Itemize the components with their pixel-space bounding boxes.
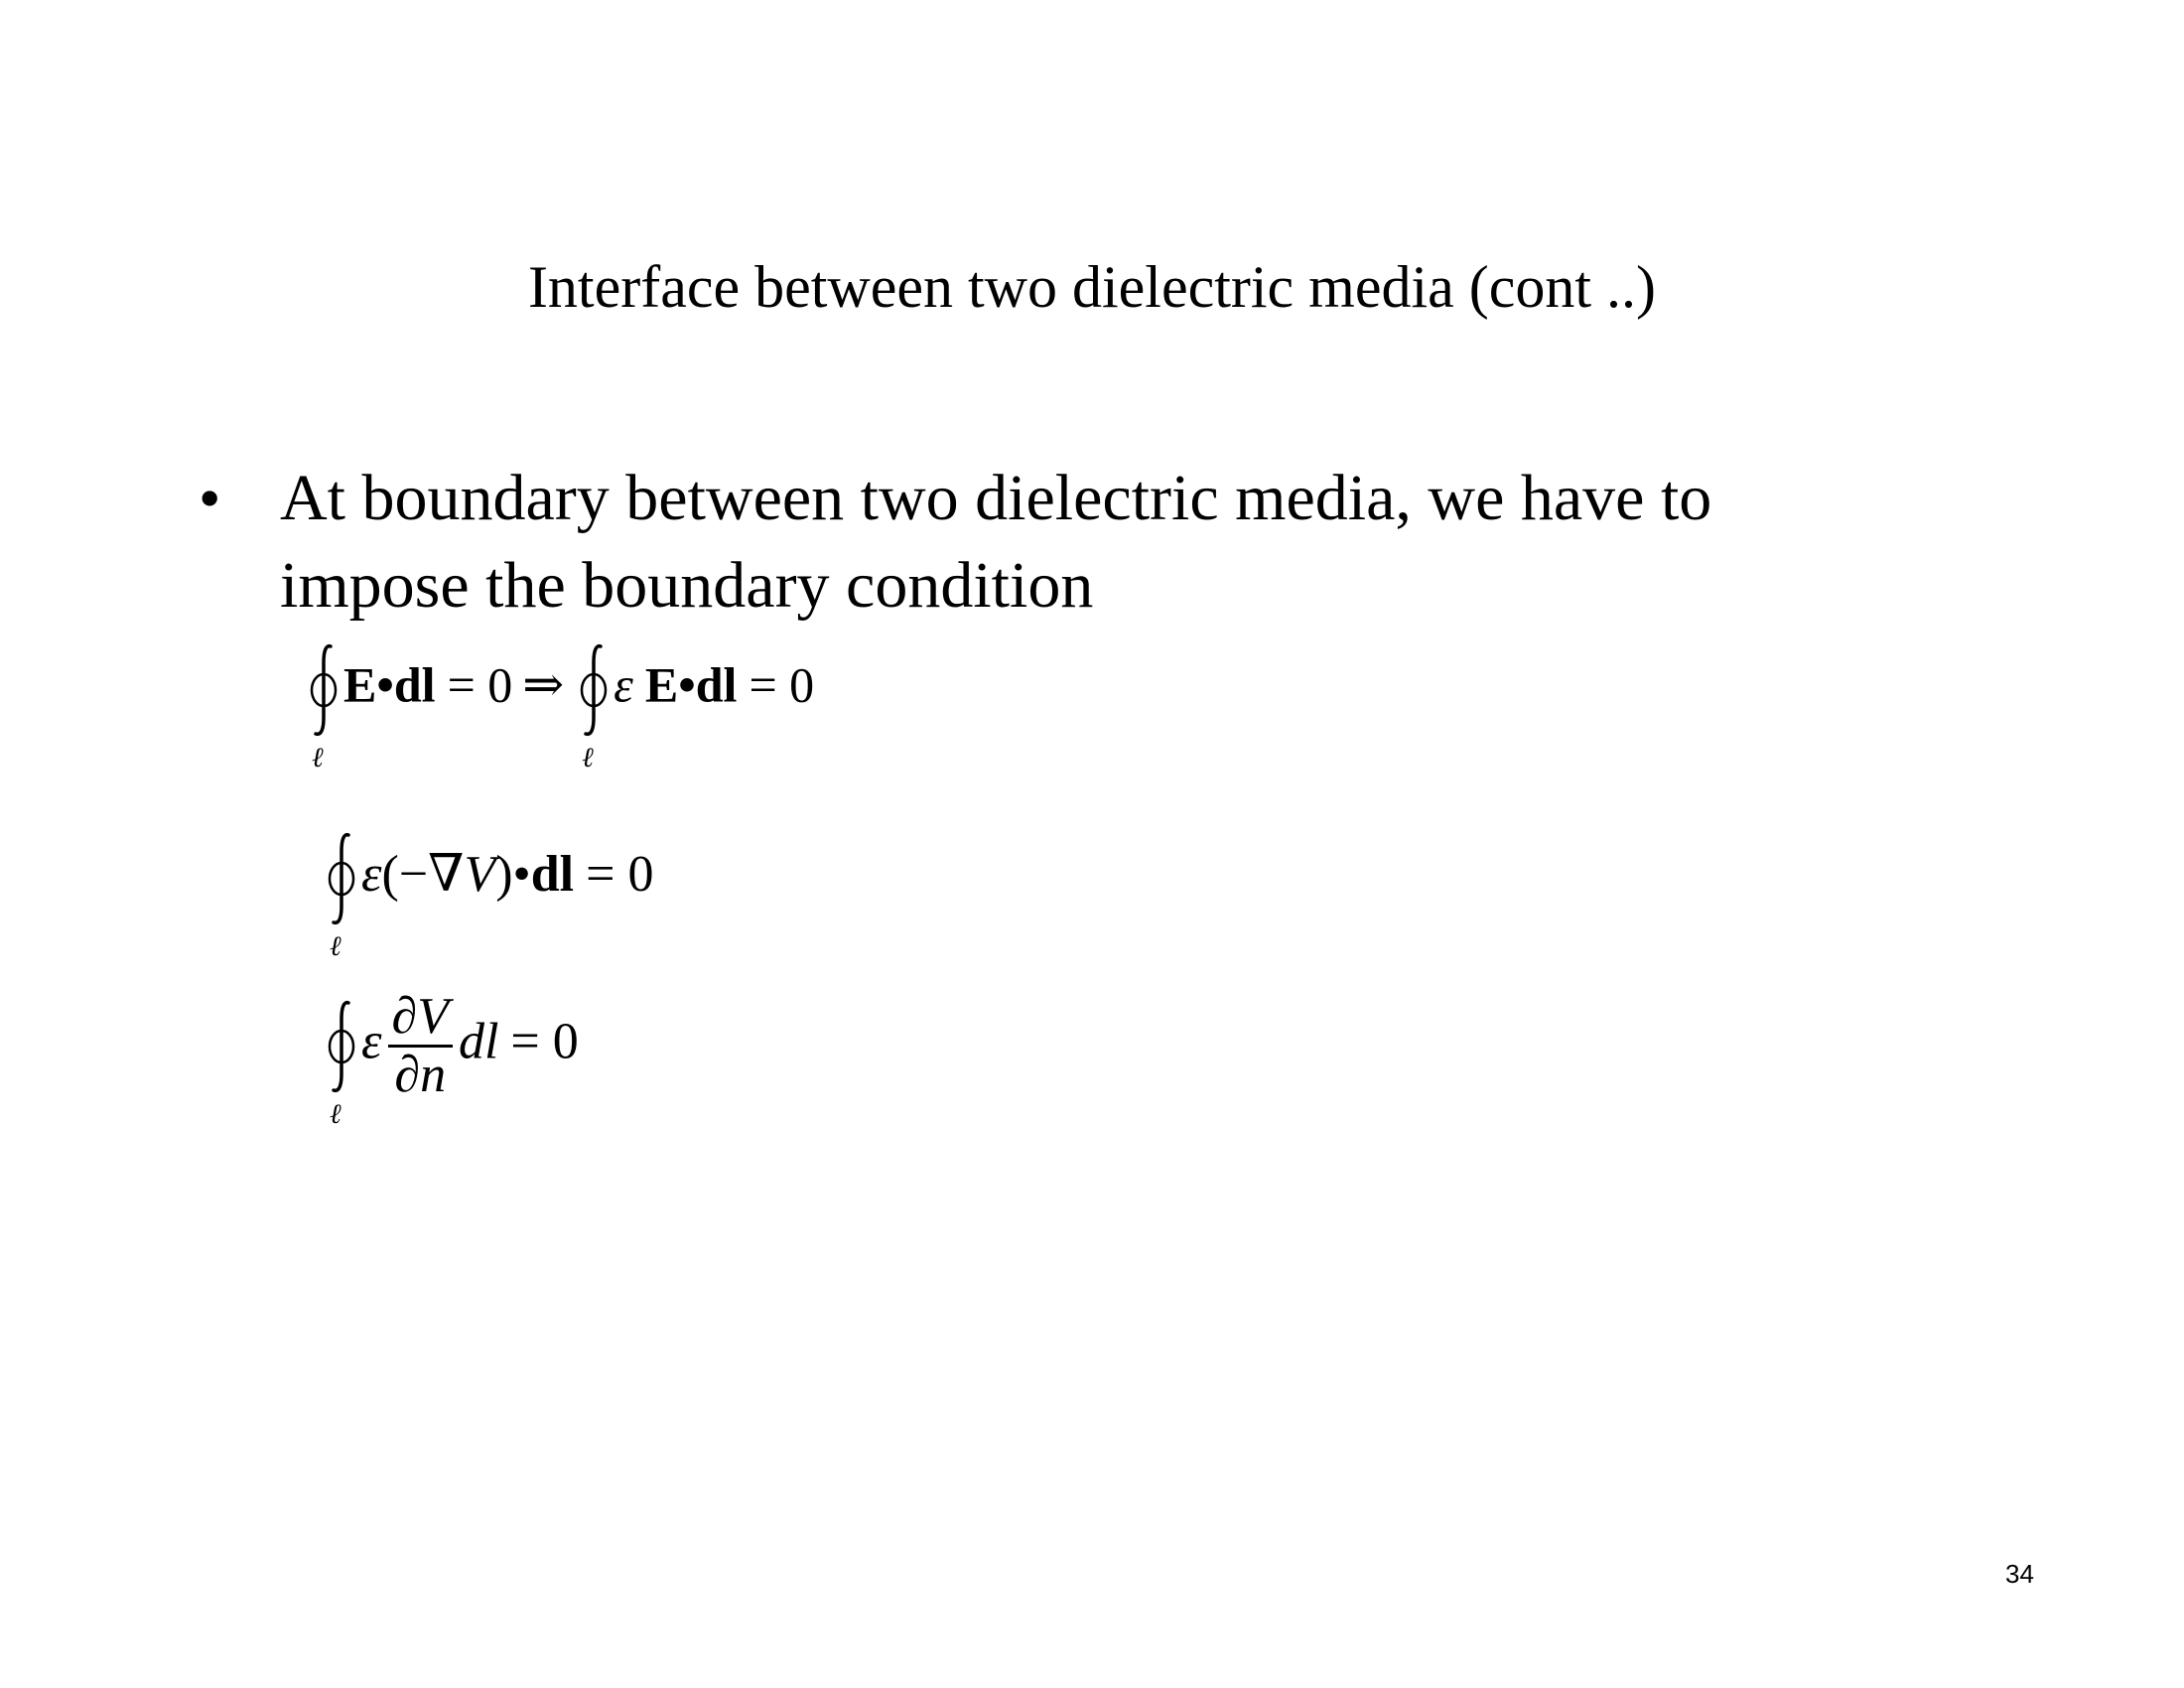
vector-e-dot-dl: E•dl <box>343 656 436 713</box>
contour-integral-icon <box>574 640 614 774</box>
potential-v: V <box>464 845 496 903</box>
partial-derivative-fraction <box>388 989 453 1103</box>
contour-integral-icon <box>322 829 361 962</box>
fraction-numerator: ∂V <box>391 988 449 1045</box>
scalar-dl: dl <box>458 1013 499 1070</box>
epsilon-symbol: ε <box>361 1013 382 1070</box>
integral-subscript: ℓ <box>330 1098 341 1130</box>
implies-symbol: ⇒ <box>522 656 565 713</box>
integral-subscript: ℓ <box>312 743 324 774</box>
epsilon-symbol: ε <box>361 845 382 903</box>
vector-dl: dl <box>530 845 575 903</box>
negative-gradient: (−∇ <box>381 845 465 903</box>
equation-1 <box>304 640 815 774</box>
dot-operator: )• <box>495 845 531 903</box>
vector-e-dot-dl: E•dl <box>644 656 738 713</box>
page-number: 34 <box>2005 1559 2034 1589</box>
equals-zero: = 0 <box>447 656 513 713</box>
fraction-denominator: ∂n <box>394 1047 447 1103</box>
equals-zero: = 0 <box>510 1013 579 1070</box>
equals-zero: = 0 <box>749 656 815 713</box>
slide-title: Interface between two dielectric media (cont ..) <box>527 254 1657 320</box>
bullet-text: At boundary between two dielectric media, we have to impose the boundary condition <box>280 462 1712 622</box>
equation-3 <box>322 988 579 1130</box>
bullet-marker: • <box>199 463 221 533</box>
integral-subscript: ℓ <box>582 743 594 774</box>
epsilon-symbol: ε <box>614 656 633 713</box>
contour-integral-icon <box>322 997 361 1130</box>
equation-2 <box>322 829 654 962</box>
contour-integral-icon <box>304 640 343 774</box>
equals-zero: = 0 <box>586 845 654 903</box>
integral-subscript: ℓ <box>330 931 341 962</box>
